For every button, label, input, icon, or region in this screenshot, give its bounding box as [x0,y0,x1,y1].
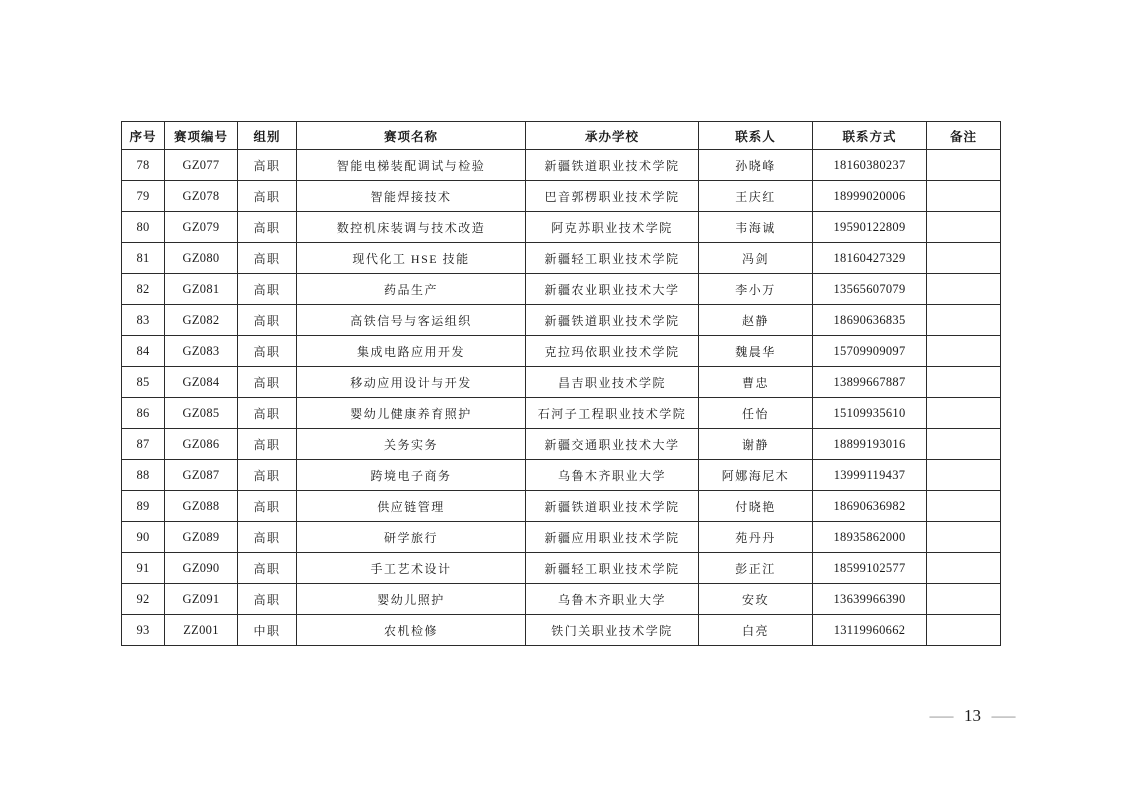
cell-note [927,150,1001,181]
cell-group: 高职 [238,243,297,274]
cell-code: GZ077 [165,150,238,181]
cell-name: 研学旅行 [297,522,526,553]
cell-code: GZ088 [165,491,238,522]
table-row [122,274,1001,305]
table-row [122,150,1001,181]
cell-phone: 18690636982 [813,491,927,522]
cell-contact: 谢静 [699,429,813,460]
cell-index: 78 [122,150,165,181]
cell-contact: 苑丹丹 [699,522,813,553]
cell-code: GZ085 [165,398,238,429]
cell-group: 高职 [238,367,297,398]
cell-note [927,522,1001,553]
cell-index: 85 [122,367,165,398]
page-number-value: 13 [964,706,981,725]
cell-index: 90 [122,522,165,553]
cell-name: 现代化工 HSE 技能 [297,243,526,274]
cell-note [927,460,1001,491]
cell-school: 乌鲁木齐职业大学 [526,584,699,615]
cell-contact: 付晓艳 [699,491,813,522]
cell-code: GZ079 [165,212,238,243]
cell-name: 智能焊接技术 [297,181,526,212]
cell-school: 乌鲁木齐职业大学 [526,460,699,491]
cell-note [927,429,1001,460]
cell-group: 高职 [238,305,297,336]
table-row [122,429,1001,460]
competition-schedule-table [121,121,1001,646]
cell-code: GZ090 [165,553,238,584]
cell-school: 铁门关职业技术学院 [526,615,699,646]
table-row [122,336,1001,367]
cell-group: 高职 [238,491,297,522]
cell-name: 跨境电子商务 [297,460,526,491]
cell-contact: 曹忠 [699,367,813,398]
cell-index: 81 [122,243,165,274]
cell-name: 移动应用设计与开发 [297,367,526,398]
table-header [122,122,1001,150]
cell-phone: 18160380237 [813,150,927,181]
cell-note [927,553,1001,584]
cell-note [927,584,1001,615]
cell-code: GZ080 [165,243,238,274]
cell-phone: 13899667887 [813,367,927,398]
cell-phone: 18160427329 [813,243,927,274]
cell-school: 新疆铁道职业技术学院 [526,491,699,522]
table-header-row [122,122,1001,150]
cell-note [927,615,1001,646]
cell-school: 新疆轻工职业技术学院 [526,243,699,274]
cell-code: GZ089 [165,522,238,553]
cell-name: 关务实务 [297,429,526,460]
cell-school: 克拉玛依职业技术学院 [526,336,699,367]
column-header-contact: 联系人 [699,122,813,150]
cell-name: 数控机床装调与技术改造 [297,212,526,243]
cell-name: 集成电路应用开发 [297,336,526,367]
cell-phone: 13639966390 [813,584,927,615]
cell-school: 阿克苏职业技术学院 [526,212,699,243]
cell-phone: 15109935610 [813,398,927,429]
cell-name: 农机检修 [297,615,526,646]
cell-school: 石河子工程职业技术学院 [526,398,699,429]
cell-contact: 韦海诚 [699,212,813,243]
cell-index: 92 [122,584,165,615]
cell-contact: 王庆红 [699,181,813,212]
cell-contact: 白亮 [699,615,813,646]
cell-contact: 冯剑 [699,243,813,274]
table-body [122,150,1001,646]
cell-group: 高职 [238,460,297,491]
table-row [122,615,1001,646]
cell-group: 高职 [238,522,297,553]
cell-school: 新疆农业职业技术大学 [526,274,699,305]
table-row [122,553,1001,584]
cell-code: GZ078 [165,181,238,212]
cell-phone: 18899193016 [813,429,927,460]
cell-code: GZ082 [165,305,238,336]
cell-name: 药品生产 [297,274,526,305]
cell-school: 新疆铁道职业技术学院 [526,305,699,336]
cell-school: 巴音郭楞职业技术学院 [526,181,699,212]
cell-group: 高职 [238,150,297,181]
cell-index: 91 [122,553,165,584]
cell-note [927,212,1001,243]
table-row [122,522,1001,553]
cell-group: 高职 [238,584,297,615]
cell-contact: 李小万 [699,274,813,305]
column-header-name: 赛项名称 [297,122,526,150]
cell-index: 87 [122,429,165,460]
cell-group: 高职 [238,212,297,243]
cell-note [927,305,1001,336]
cell-contact: 彭正江 [699,553,813,584]
cell-contact: 孙晓峰 [699,150,813,181]
cell-phone: 18999020006 [813,181,927,212]
cell-group: 高职 [238,274,297,305]
cell-group: 中职 [238,615,297,646]
cell-note [927,398,1001,429]
cell-index: 82 [122,274,165,305]
column-header-phone: 联系方式 [813,122,927,150]
cell-code: GZ091 [165,584,238,615]
cell-code: GZ087 [165,460,238,491]
column-header-school: 承办学校 [526,122,699,150]
table-row [122,398,1001,429]
cell-group: 高职 [238,398,297,429]
cell-phone: 13565607079 [813,274,927,305]
cell-group: 高职 [238,553,297,584]
cell-note [927,243,1001,274]
cell-phone: 18599102577 [813,553,927,584]
cell-code: ZZ001 [165,615,238,646]
cell-index: 79 [122,181,165,212]
cell-index: 88 [122,460,165,491]
cell-phone: 15709909097 [813,336,927,367]
cell-contact: 魏晨华 [699,336,813,367]
cell-group: 高职 [238,336,297,367]
cell-school: 新疆铁道职业技术学院 [526,150,699,181]
table-row [122,243,1001,274]
cell-school: 新疆交通职业技术大学 [526,429,699,460]
cell-phone: 19590122809 [813,212,927,243]
cell-code: GZ081 [165,274,238,305]
cell-code: GZ086 [165,429,238,460]
table-row [122,212,1001,243]
cell-school: 新疆应用职业技术学院 [526,522,699,553]
cell-note [927,491,1001,522]
cell-name: 智能电梯装配调试与检验 [297,150,526,181]
table-row [122,584,1001,615]
cell-group: 高职 [238,429,297,460]
cell-name: 供应链管理 [297,491,526,522]
cell-code: GZ084 [165,367,238,398]
cell-phone: 18690636835 [813,305,927,336]
cell-name: 婴幼儿健康养育照护 [297,398,526,429]
cell-note [927,181,1001,212]
cell-index: 89 [122,491,165,522]
cell-phone: 18935862000 [813,522,927,553]
cell-code: GZ083 [165,336,238,367]
cell-contact: 阿娜海尼木 [699,460,813,491]
table-row [122,460,1001,491]
table-row [122,367,1001,398]
cell-phone: 13119960662 [813,615,927,646]
cell-note [927,336,1001,367]
cell-index: 83 [122,305,165,336]
cell-note [927,274,1001,305]
column-header-note: 备注 [927,122,1001,150]
cell-index: 93 [122,615,165,646]
cell-group: 高职 [238,181,297,212]
cell-school: 新疆轻工职业技术学院 [526,553,699,584]
cell-name: 高铁信号与客运组织 [297,305,526,336]
cell-contact: 赵静 [699,305,813,336]
column-header-index: 序号 [122,122,165,150]
cell-index: 80 [122,212,165,243]
column-header-code: 赛项编号 [165,122,238,150]
table-row [122,491,1001,522]
cell-note [927,367,1001,398]
cell-school: 昌吉职业技术学院 [526,367,699,398]
column-header-group: 组别 [238,122,297,150]
cell-name: 婴幼儿照护 [297,584,526,615]
page-number-dash-right: — [991,706,1016,725]
page-number-dash-left: — [929,706,954,725]
cell-index: 86 [122,398,165,429]
page-number [929,706,1016,726]
cell-name: 手工艺术设计 [297,553,526,584]
cell-contact: 任怡 [699,398,813,429]
cell-phone: 13999119437 [813,460,927,491]
table-row [122,305,1001,336]
cell-index: 84 [122,336,165,367]
table-row [122,181,1001,212]
cell-contact: 安玫 [699,584,813,615]
